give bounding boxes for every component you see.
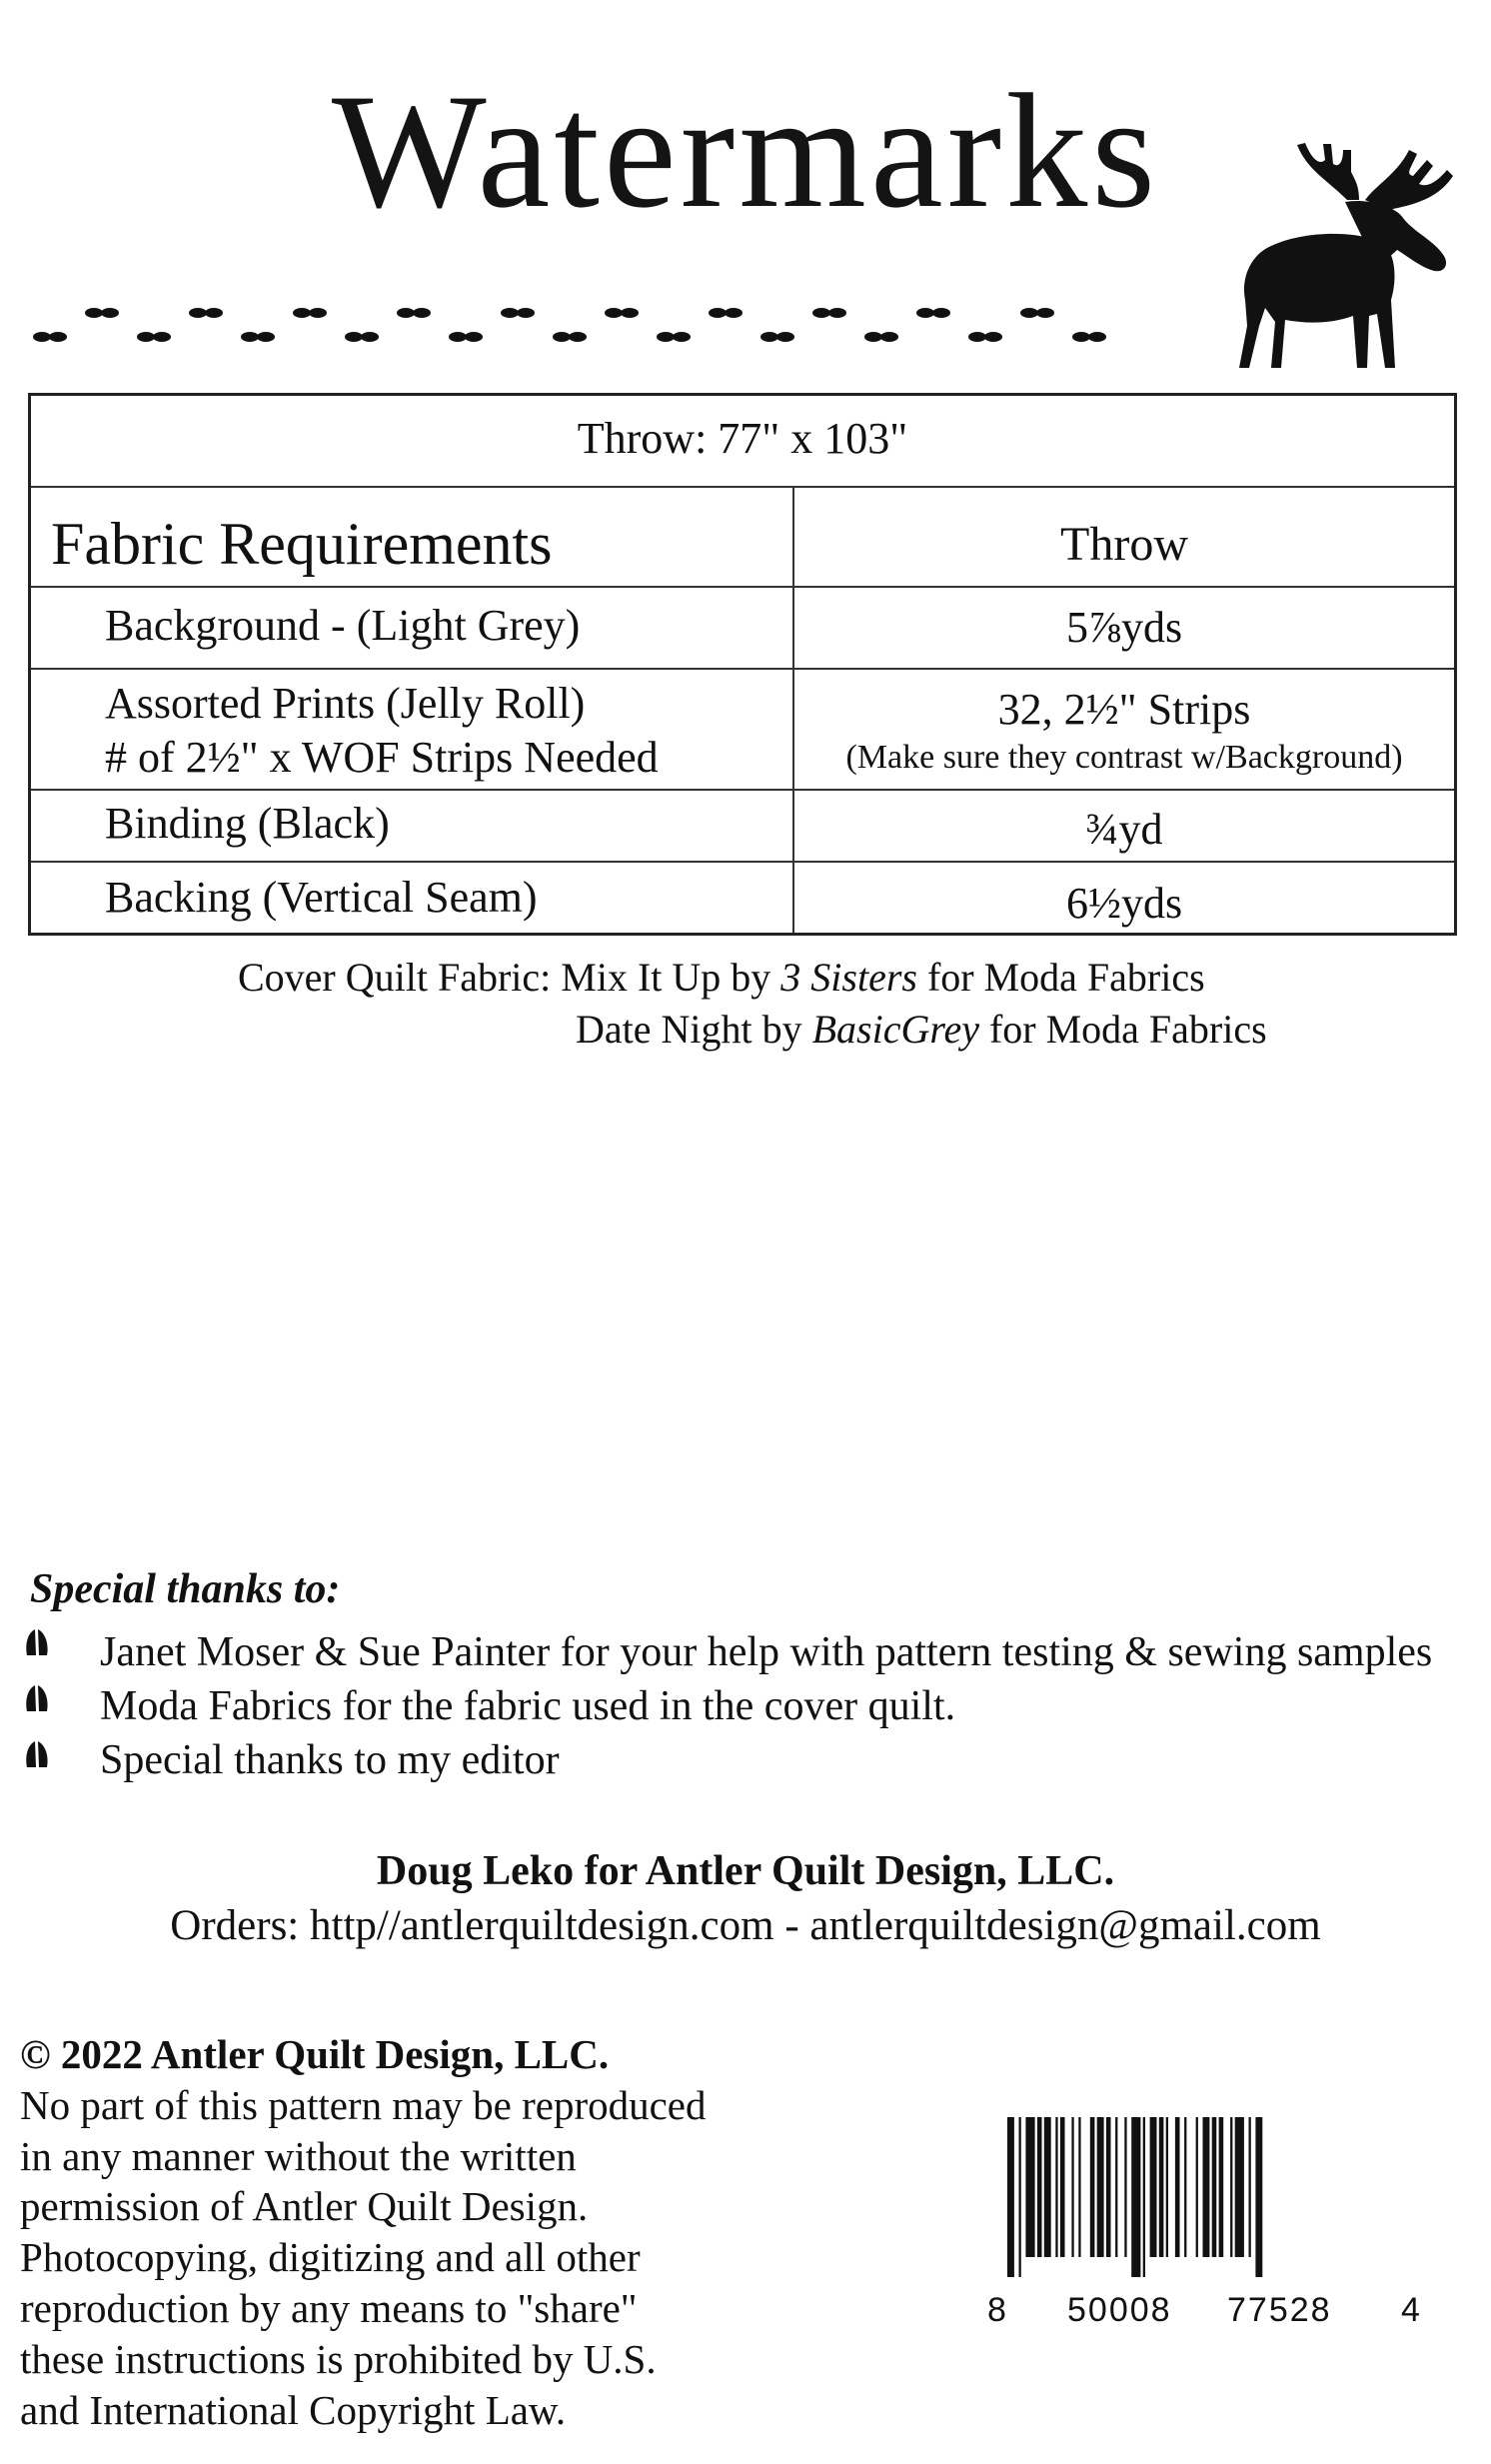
barcode-bar [1025,2117,1034,2257]
hoof-print-icon [760,332,794,342]
barcode-bar [1230,2117,1232,2257]
hoof-print-icon [709,308,743,318]
row-label-strips-needed: # of 2½" x WOF Strips Needed [105,733,659,782]
fabric-requirements-table [28,393,1457,936]
hoof-print-icon [501,308,535,318]
barcode-bar [1055,2117,1057,2257]
barcode-bar [1131,2117,1140,2277]
barcode-bar [1007,2117,1014,2277]
hoof-print-icon [553,332,587,342]
copyright-line: in any manner without the written [20,2132,577,2179]
hoof-print-icon [137,332,171,342]
row-note-contrast: (Make sure they contrast w/Background) [845,739,1403,776]
cover-fabric-line-1: Cover Quilt Fabric: Mix It Up by 3 Sisters for Moda Fabrics [238,955,1205,1000]
hoof-print-icon [916,308,950,318]
copyright-line: Photocopying, digitizing and all other [20,2234,641,2281]
column-header-throw: Throw [1060,518,1188,571]
barcode-bar [1143,2117,1145,2277]
hoof-print-icon [345,332,379,342]
hoof-print-icon [293,308,327,318]
barcode-bar [1196,2117,1198,2257]
barcode-bar [1235,2117,1244,2257]
thanks-item: Moda Fabrics for the fabric used in the cover quilt. [100,1683,956,1729]
copyright-heading: © 2022 Antler Quilt Design, LLC. [20,2031,610,2077]
orders-line: Orders: http//antlerquiltdesign.com - antlerquiltdesign@gmail.com [170,1902,1321,1949]
barcode-bar [1060,2117,1065,2257]
barcode-digits-left: 50008 [1067,2291,1172,2329]
barcode [1007,2117,1403,2277]
copyright-line: permission of Antler Quilt Design. [20,2183,589,2230]
barcode-bar [1203,2117,1210,2257]
quilt-size: Throw: 77" x 103" [577,414,908,463]
copyright-line: and International Copyright Law. [20,2386,567,2433]
row-value-binding: ¾yd [1085,805,1163,854]
barcode-bar [1019,2117,1021,2277]
hoof-print-icon [397,308,431,318]
copyright-line: No part of this pattern may be reproduced [20,2081,707,2128]
barcode-bar [1150,2117,1157,2257]
copyright-block [20,2029,899,2436]
barcode-bar [1090,2117,1095,2257]
copyright-line: these instructions is prohibited by U.S. [20,2335,657,2382]
barcode-bar [1219,2117,1224,2257]
hoof-print-icon [864,332,898,342]
row-label-assorted-prints: Assorted Prints (Jelly Roll) [105,679,586,728]
row-value-backing: 6½yds [1065,879,1183,928]
thanks-item: Special thanks to my editor [100,1737,560,1783]
row-label-binding: Binding (Black) [105,799,390,848]
hoof-print-icon [657,332,691,342]
cover-fabric-line-2: Date Night by BasicGrey for Moda Fabrics [576,1007,1267,1052]
barcode-digits-right: 77528 [1227,2291,1332,2329]
thanks-heading: Special thanks to: [30,1566,341,1612]
row-label-backing: Backing (Vertical Seam) [105,873,538,922]
hoof-print-icon [968,332,1002,342]
hoof-print-icon [1072,332,1106,342]
row-value-background: 5⅞yds [1065,603,1183,652]
row-value-assorted-prints: 32, 2½" Strips [997,685,1251,734]
copyright-line: reproduction by any means to "share" [20,2285,638,2332]
barcode-bar [1255,2117,1262,2277]
moose-silhouette-icon [1227,140,1467,375]
barcode-bar [1078,2117,1080,2257]
table-heading: Fabric Requirements [51,511,553,577]
hoof-print-icon [24,1739,50,1769]
hoof-print-icon [241,332,275,342]
barcode-bar [1037,2117,1042,2257]
hoof-print-icon [24,1627,50,1657]
hoof-print-icon [33,332,67,342]
barcode-bar [1097,2117,1104,2257]
page-title: Watermarks [331,61,1160,242]
thanks-item: Janet Moser & Sue Painter for your help with pattern testing & sewing samples [100,1629,1433,1675]
barcode-digit-lead: 8 [987,2291,1006,2329]
barcode-bar [1175,2117,1180,2257]
barcode-bar [1044,2117,1051,2257]
hoof-print-icon [812,308,846,318]
barcode-bar [1166,2117,1168,2257]
hoof-print-icon [1020,308,1054,318]
barcode-bar [1115,2117,1117,2257]
barcode-bar [1249,2117,1251,2257]
hoof-print-icon [85,308,119,318]
barcode-bar [1124,2117,1126,2257]
hoof-print-icon [189,308,223,318]
hoof-print-icon [605,308,639,318]
company-name: Doug Leko for Antler Quilt Design, LLC. [376,1848,1115,1894]
barcode-digit-check: 4 [1401,2291,1420,2329]
barcode-bar [1071,2117,1073,2257]
barcode-bar [1159,2117,1164,2257]
barcode-bar [1106,2117,1111,2257]
barcode-bar [1184,2117,1186,2257]
hoof-print-icon [449,332,483,342]
hoof-tracks [30,295,1149,365]
hoof-print-icon [24,1683,50,1713]
barcode-bar [1212,2117,1217,2257]
row-label-background: Background - (Light Grey) [105,601,581,650]
